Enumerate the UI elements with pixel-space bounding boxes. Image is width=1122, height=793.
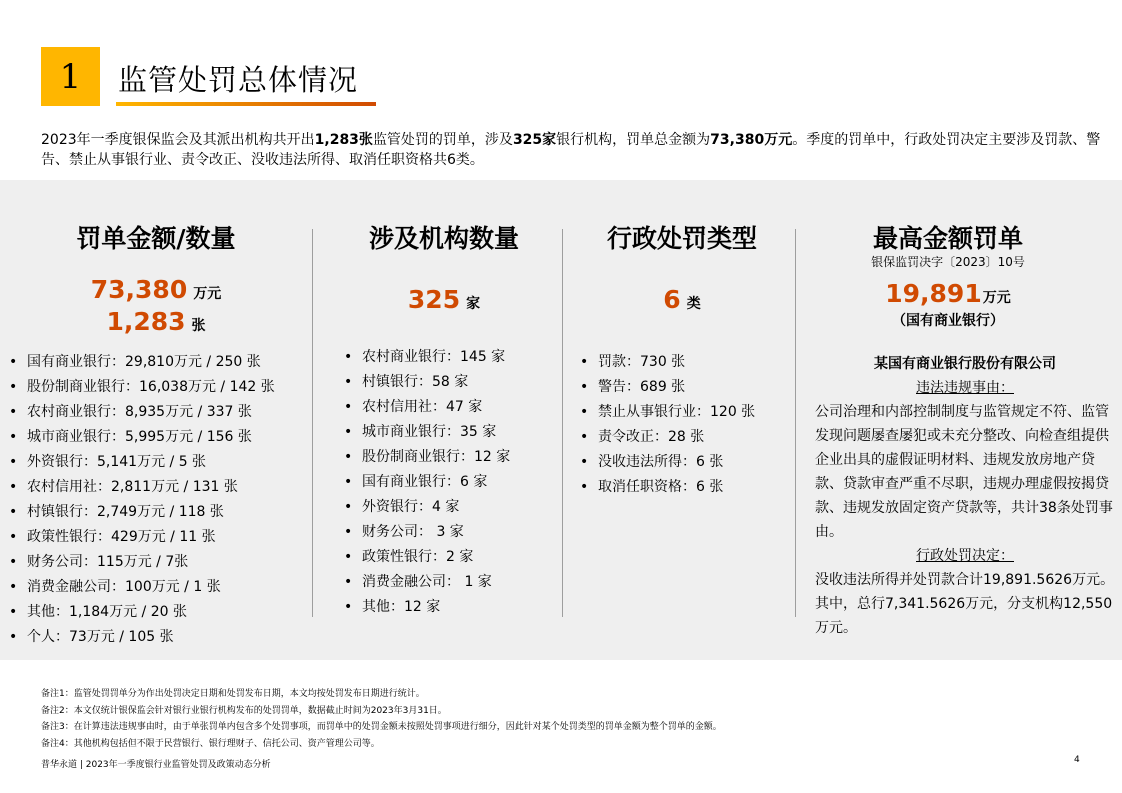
list-item: • 村镇银行：2,749万元 / 118 张 [9, 500, 275, 525]
intro-text-4: 。季度的罚单中，行政处罚决定主要涉及罚款、警告、禁止从事银行业、责令改正、没收违法所得、取消任职资格共6类。 [41, 132, 1101, 168]
column-divider [562, 229, 563, 617]
penalty-type-list [580, 350, 755, 500]
violation-text: 公司治理和内部控制制度与监管规定不符、监管发现问题屡查屡犯或未充分整改、向检查组提供企业出具的虚假证明材料、违规发放房地产贷款、贷款审查严重不尽职，违规办理虚假按揭贷款、违规发放固定资产贷款等，共计38条处罚事由。 [815, 404, 1113, 540]
top-ticket-amount-unit: 万元 [982, 290, 1011, 306]
page-footer: 普华永道 | 2023年一季度银行业监管处罚及政策动态分析 [41, 760, 271, 770]
list-item: • 农村商业银行：145 家 [344, 345, 510, 370]
list-item: • 消费金融公司：100万元 / 1 张 [9, 575, 275, 600]
list-item: • 其他：1,184万元 / 20 张 [9, 600, 275, 625]
list-item: • 其他：12 家 [344, 595, 510, 620]
list-item: • 股份制商业银行：16,038万元 / 142 张 [9, 375, 275, 400]
footnote: 备注4：其他机构包括但不限于民营银行、银行理财子、信托公司、资产管理公司等。 [41, 738, 380, 749]
list-item: • 股份制商业银行：12 家 [344, 445, 510, 470]
top-ticket-amount-value: 19,891 [885, 279, 982, 308]
institution-count-unit: 家 [466, 296, 481, 312]
col-institution-heading: 涉及机构数量 [368, 224, 519, 253]
col-institution-total [330, 285, 558, 314]
footnote: 备注3：在计算违法违规事由时，由于单张罚单内包含多个处罚事项，而罚单中的处罚金额未按照处罚事项进行细分，因此针对某个处罚类型的罚单金额为整个罚单的金额。 [41, 722, 722, 732]
list-item: • 财务公司： 3 家 [344, 520, 510, 545]
section-number-badge [41, 47, 100, 106]
list-item: • 罚款：730 张 [580, 350, 755, 375]
col-penalty-type-total [568, 285, 796, 314]
intro-institution-count: 325家 [512, 132, 557, 148]
decision-text: 没收违法所得并处罚款合计19,891.5626万元。其中，总行7,341.5626万元，分支机构12,550万元。 [815, 572, 1115, 636]
list-item: • 没收违法所得：6 张 [580, 450, 755, 475]
list-item: • 政策性银行：2 家 [344, 545, 510, 570]
penalty-type-count-value: 6 [663, 285, 681, 314]
footnote: 备注1：监管处罚罚单分为作出处罚决定日期和处罚发布日期，本文均按处罚发布日期进行统计。 [41, 689, 425, 699]
title-underline [116, 102, 376, 106]
intro-text-1: 2023年一季度银保监会及其派出机构共开出 [41, 132, 315, 148]
list-item: • 外资银行：4 家 [344, 495, 510, 520]
list-item: • 农村商业银行：8,935万元 / 337 张 [9, 400, 275, 425]
list-item: • 农村信用社：47 家 [344, 395, 510, 420]
intro-paragraph [41, 130, 1101, 170]
col-penalty-type-heading: 行政处罚类型 [606, 224, 757, 253]
institution-count-value: 325 [407, 285, 461, 314]
total-count-value: 1,283 [106, 307, 186, 336]
penalty-type-count-unit: 类 [686, 296, 701, 312]
intro-text-3: 银行机构，罚单总金额为 [556, 132, 711, 148]
case-company: 某国有商业银行股份有限公司 [874, 356, 1056, 372]
list-item: • 禁止从事银行业：120 张 [580, 400, 755, 425]
decision-label: 行政处罚决定： [916, 548, 1014, 564]
intro-ticket-count: 1,283张 [314, 132, 373, 148]
list-item: • 城市商业银行：5,995万元 / 156 张 [9, 425, 275, 450]
top-ticket-doc-number: 银保监罚决字〔2023〕10号 [871, 255, 1025, 269]
institution-breakdown-list [344, 345, 510, 620]
list-item: • 外资银行：5,141万元 / 5 张 [9, 450, 275, 475]
intro-text-2: 监管处罚的罚单，涉及 [372, 132, 513, 148]
col-top-ticket-heading: 最高金额罚单 [872, 224, 1023, 253]
list-item: • 村镇银行：58 家 [344, 370, 510, 395]
column-divider [312, 229, 313, 617]
list-item: • 警告：689 张 [580, 375, 755, 400]
list-item: • 农村信用社：2,811万元 / 131 张 [9, 475, 275, 500]
section-title: 监管处罚总体情况 [118, 63, 359, 97]
list-item: • 国有商业银行：29,810万元 / 250 张 [9, 350, 275, 375]
top-ticket-amount [834, 279, 1062, 308]
intro-total-amount: 73,380万元 [710, 132, 793, 148]
col-amount-count [42, 307, 270, 336]
col-amount-heading: 罚单金额/数量 [76, 224, 236, 253]
total-count-unit: 张 [191, 318, 206, 334]
footnotes [41, 686, 722, 752]
top-ticket-case-detail [815, 352, 1115, 640]
list-item: • 城市商业银行：35 家 [344, 420, 510, 445]
footnote: 备注2：本文仅统计银保监会针对银行业银行机构发布的处罚罚单，数据截止时间为2023年3月31日。 [41, 705, 447, 716]
col-amount-total [42, 275, 270, 304]
list-item: • 责令改正：28 张 [580, 425, 755, 450]
total-amount-unit: 万元 [193, 286, 222, 302]
list-item: • 国有商业银行：6 家 [344, 470, 510, 495]
total-amount-value: 73,380 [90, 275, 188, 304]
list-item: • 财务公司：115万元 / 7张 [9, 550, 275, 575]
list-item: • 个人：73万元 / 105 张 [9, 625, 275, 650]
top-ticket-bank-type: （国有商业银行） [892, 313, 1004, 329]
page-number: 4 [1074, 755, 1080, 765]
violation-label: 违法违规事由： [916, 380, 1014, 396]
list-item: • 消费金融公司： 1 家 [344, 570, 510, 595]
list-item: • 取消任职资格：6 张 [580, 475, 755, 500]
list-item: • 政策性银行：429万元 / 11 张 [9, 525, 275, 550]
amount-breakdown-list [9, 350, 275, 650]
section-number: 1 [59, 56, 82, 97]
